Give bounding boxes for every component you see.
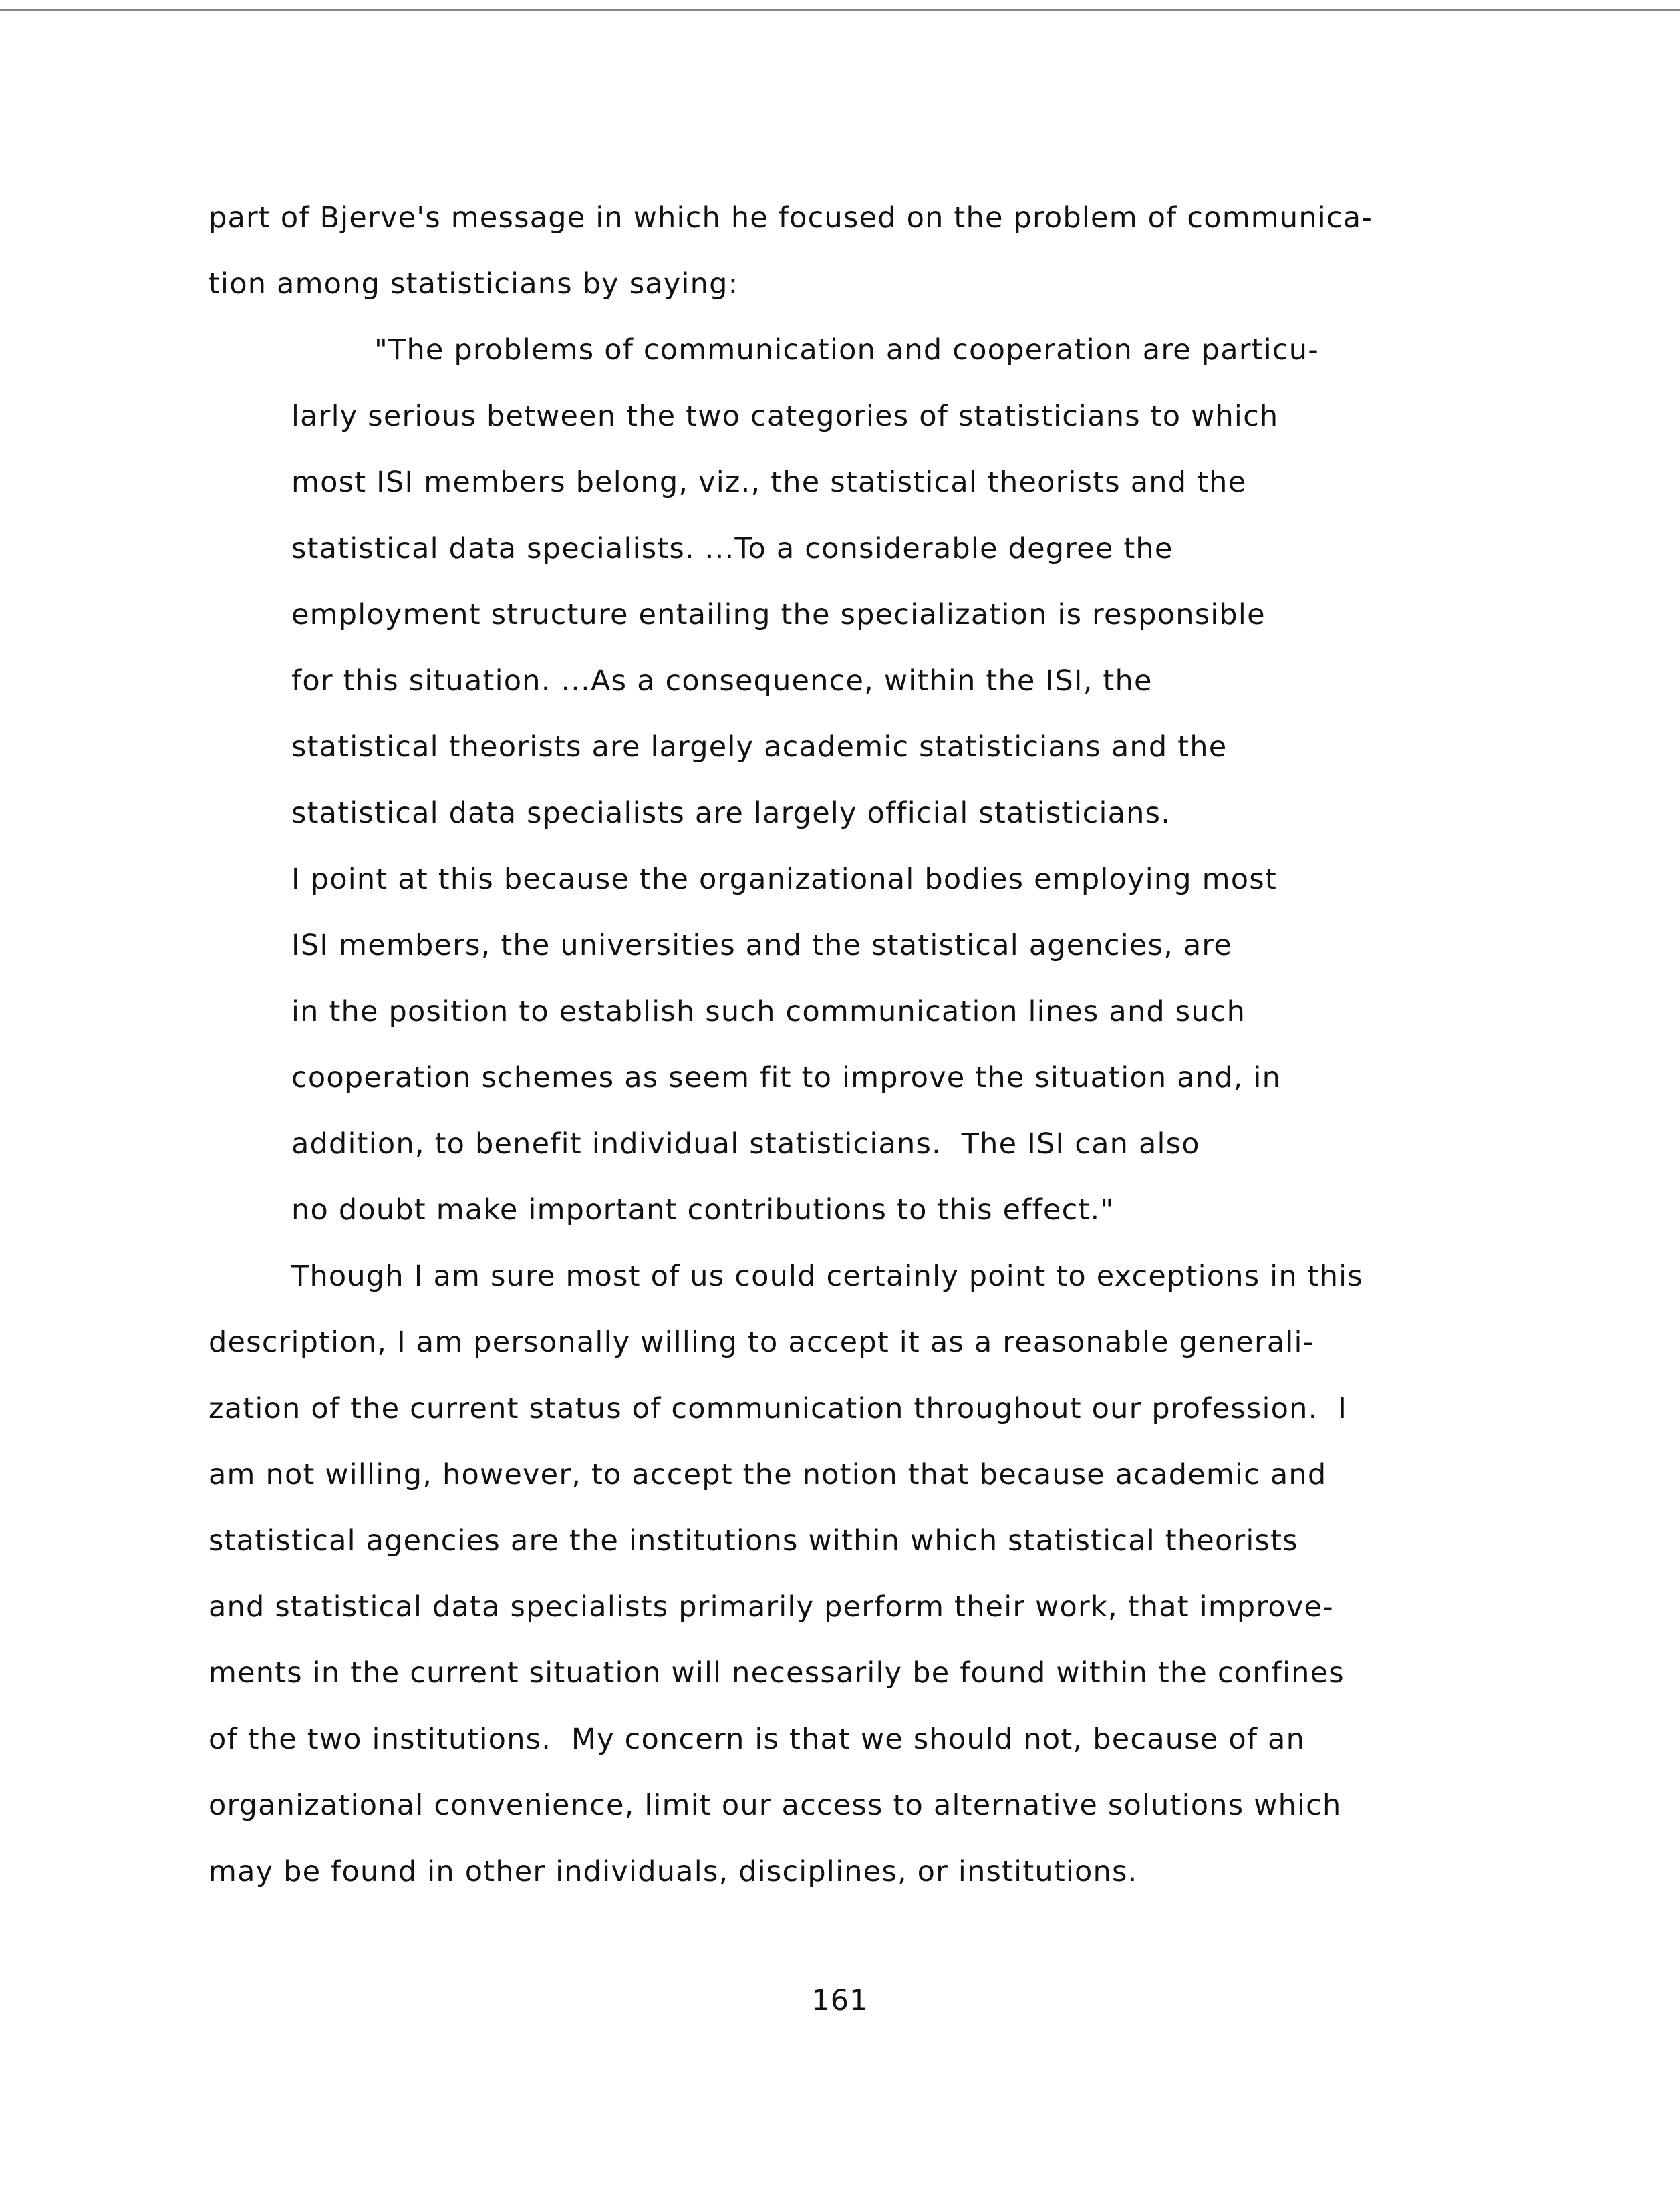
quote-line: for this situation. ...As a consequence, within the ISI, the (291, 664, 1153, 698)
intro-line: part of Bjerve's message in which he focused on the problem of communica- (208, 201, 1373, 235)
quote-line: I point at this because the organizational bodies employing most (291, 863, 1277, 896)
paragraph-line: statistical agencies are the institutions within which statistical theorists (208, 1524, 1298, 1558)
quote-line: "The problems of communication and cooperation are particu- (374, 333, 1319, 367)
quote-line: statistical theorists are largely academic statisticians and the (291, 730, 1228, 764)
paragraph-line: description, I am personally willing to accept it as a reasonable generali- (208, 1326, 1314, 1359)
quote-line: cooperation schemes as seem fit to improve the situation and, in (291, 1061, 1282, 1094)
quote-line: in the position to establish such communication lines and such (291, 995, 1246, 1028)
paragraph-line: zation of the current status of communication throughout our profession. I (208, 1392, 1348, 1425)
quote-line: ISI members, the universities and the statistical agencies, are (291, 929, 1232, 962)
page-number: 161 (811, 1984, 869, 2017)
quote-line: addition, to benefit individual statisticians. The ISI can also (291, 1127, 1200, 1161)
quote-line: larly serious between the two categories of statisticians to which (291, 400, 1279, 433)
paragraph-line: Though I am sure most of us could certainly point to exceptions in this (291, 1260, 1363, 1293)
quote-line: statistical data specialists. ...To a considerable degree the (291, 532, 1173, 565)
quote-line: employment structure entailing the specialization is responsible (291, 598, 1266, 631)
quote-line: most ISI members belong, viz., the statistical theorists and the (291, 466, 1247, 499)
paragraph-line: may be found in other individuals, disciplines, or institutions. (208, 1855, 1138, 1888)
paragraph-line: organizational convenience, limit our access to alternative solutions which (208, 1789, 1342, 1822)
intro-line: tion among statisticians by saying: (208, 267, 739, 301)
top-scan-rule (0, 9, 1680, 11)
paragraph-line: am not willing, however, to accept the notion that because academic and (208, 1458, 1327, 1491)
paragraph-line: of the two institutions. My concern is that we should not, because of an (208, 1723, 1306, 1756)
quote-line: statistical data specialists are largely official statisticians. (291, 796, 1171, 830)
paragraph-line: and statistical data specialists primarily perform their work, that improve- (208, 1590, 1334, 1624)
quote-line: no doubt make important contributions to this effect." (291, 1193, 1115, 1227)
paragraph-line: ments in the current situation will necessarily be found within the confines (208, 1656, 1345, 1690)
